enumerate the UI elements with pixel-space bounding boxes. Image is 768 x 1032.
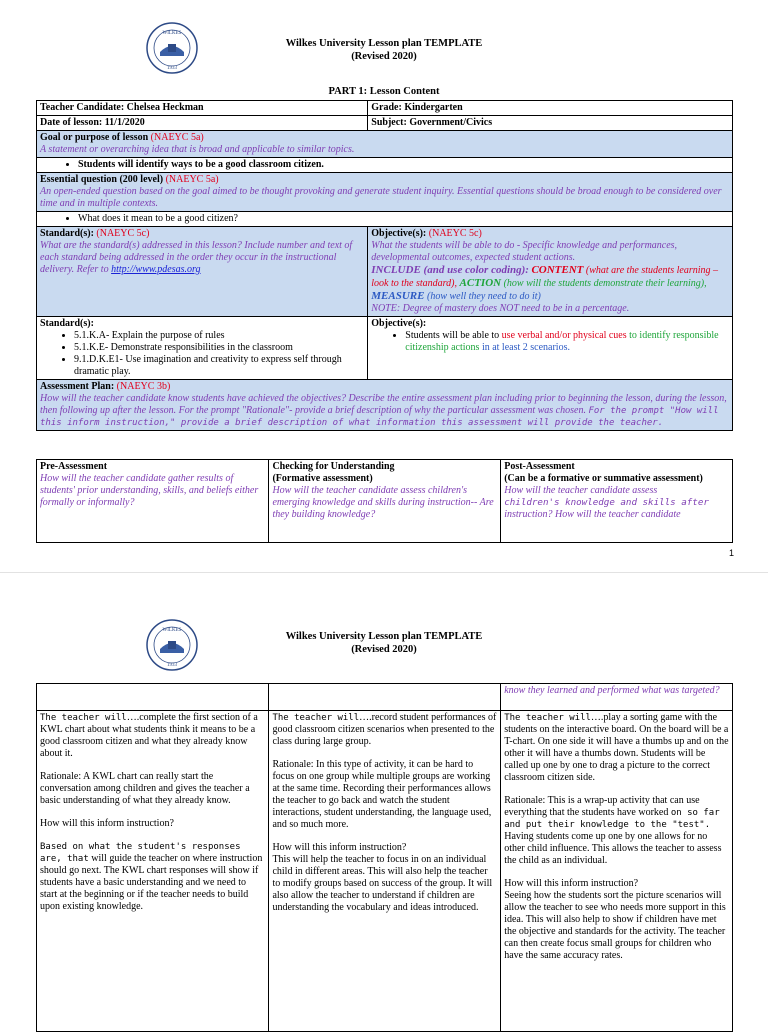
post-assessment-title: Post-Assessment xyxy=(504,461,575,472)
essential-answer-text: • What does it mean to be a good citizen? xyxy=(78,213,729,225)
assessment-content-row xyxy=(37,711,733,1032)
objectives-prompt-label: Objective(s): xyxy=(371,228,429,239)
action-label: ACTION xyxy=(459,277,502,289)
checking-subtitle: (Formative assessment) xyxy=(272,473,373,484)
assessment-label: Assessment Plan: xyxy=(40,381,117,392)
standard-item: • 5.1.K.A- Explain the purpose of rules xyxy=(74,330,364,342)
measure-note: (how well they need to do it) xyxy=(426,291,541,302)
page-number: 1 xyxy=(728,548,734,558)
checking-prompt: How will the teacher candidate assess children's emerging knowledge and skills during instruction-- Are they building knowledge? xyxy=(272,485,494,520)
pre-continued-cell xyxy=(37,684,269,711)
assessment-tag: (NAEYC 3b) xyxy=(116,381,171,392)
goal-label: Goal or purpose of lesson xyxy=(40,132,151,143)
check-continued-cell xyxy=(269,684,501,711)
check-lead: The teacher will xyxy=(272,713,360,723)
goal-header-row xyxy=(37,131,733,158)
lesson-content-table xyxy=(36,100,733,431)
standard-item: • 5.1.K.E- Demonstrate responsibilities in the classroom xyxy=(74,342,364,354)
page-2 xyxy=(0,572,768,1025)
post-text: ….play a sorting game with the students on the interactive board. On the board will be a T-chart. On one side it will have a thumbs up and on the other it will have a thumbs down. Students will be called up one by one to drag a picture to the correct classroom citizen side. xyxy=(504,712,729,783)
objectives-prompt-tag: (NAEYC 5c) xyxy=(428,228,482,239)
pre-lead: The teacher will xyxy=(40,713,127,723)
goal-header xyxy=(37,131,733,158)
pre-assessment-prompt: How will the teacher candidate gather results of students' prior understanding, skills, and beliefs either formally or informally? xyxy=(40,473,259,508)
assessment-prompt: How will the teacher candidate know students have achieved the objectives? Describe the entire assessment plan including prior to beginning the lesson, during the lesson, then following up after the lesson. For the prompt "Rationale"- provide a brief description of why the particular assessment was chosen. xyxy=(40,393,727,416)
assessment-header xyxy=(37,380,733,431)
assessment-columns-table xyxy=(36,459,733,543)
essential-header-row xyxy=(37,173,733,212)
checking-title: Checking for Understanding xyxy=(272,461,395,472)
post-rationale-end: Having students come up one by one allows for no other child influence. This allows the teacher to assess the child as an individual. xyxy=(504,831,722,866)
action-note: (how will the students demonstrate their learning), xyxy=(503,278,707,289)
content-note: (what are the students learning – look to the standard), xyxy=(371,265,719,289)
objectives-prompt xyxy=(368,227,733,317)
check-inform-answer: This will help the teacher to focus in on an individual child in different areas. This will also help the teacher to modify groups based on success of the group. It will also allow the teacher to understand if children are understanding the vocabulary and ideas introduced. xyxy=(272,854,493,913)
essential-label: Essential question (200 level) xyxy=(40,174,166,185)
pre-rationale: Rationale: A KWL chart can really start the conversation among children and gives the teacher a basic understanding of what they already know. xyxy=(40,771,250,806)
standards-prompt-label: Standard(s): xyxy=(40,228,97,239)
svg-text:WILKES: WILKES xyxy=(162,628,182,633)
pre-inform-answer: will guide the teacher on where instruction should go next. The KWL chart responses will show if students have a basic understanding and we need to start at the beginning or if the teacher needs to build upon existing knowledge. xyxy=(40,853,263,912)
post-inform-answer: Seeing how the students sort the picture scenarios will allow the teacher to see who needs more support in this idea. This will also help to show if children have met the objective and standards for the activity. The teacher can then create focus small groups for children who have the same accuracy rates. xyxy=(504,890,726,961)
essential-answer xyxy=(37,212,733,227)
objectives-label: Objective(s): xyxy=(371,318,427,329)
objective-action: to identify responsible citizenship actions xyxy=(405,330,719,353)
continued-prompt-row xyxy=(37,684,733,711)
post-continued-cell xyxy=(501,684,733,711)
essential-tag: (NAEYC 5a) xyxy=(165,174,219,185)
assessment-prompt-2: For the prompt "How will this inform instruction," provide a brief description of what information this assessment will provide the teacher. xyxy=(40,406,719,428)
pre-inform-hand: Based on what the student's responses are, that xyxy=(40,842,241,864)
post-rationale: Rationale: This is a wrap-up activity that can use everything that the students have worked xyxy=(504,795,700,818)
standard-item: • 9.1.D.K.E1- Use imagination and creativity to express self through dramatic play. xyxy=(74,354,364,378)
post-assessment-header xyxy=(501,460,733,543)
pre-text: ….complete the first section of a KWL chart about what students think it means to be a good classroom citizen and what they already know about it. xyxy=(40,712,258,759)
content-label: CONTENT xyxy=(531,264,584,276)
checking-understanding-content xyxy=(269,711,501,1032)
checking-understanding-header xyxy=(269,460,501,543)
pre-assessment-content xyxy=(37,711,269,1032)
goal-answer-row xyxy=(37,158,733,173)
check-inform-question: How will this inform instruction? xyxy=(272,842,407,853)
post-inform-question: How will this inform instruction? xyxy=(504,878,639,889)
info-row xyxy=(37,101,733,116)
post-assessment-prompt-hand: children's knowledge and skills after xyxy=(504,497,709,508)
essential-header xyxy=(37,173,733,212)
teacher-candidate: Teacher Candidate: Chelsea Heckman xyxy=(37,101,368,116)
standards-prompt-tag: (NAEYC 5c) xyxy=(96,228,150,239)
revised-text: (Revised 2020) xyxy=(351,51,417,62)
title-text: Wilkes University Lesson plan TEMPLATE xyxy=(285,38,483,49)
standards-prompt xyxy=(37,227,368,317)
post-rationale-hand: on so far and put their knowledge to the "test". xyxy=(504,808,720,830)
measure-label: MEASURE xyxy=(371,290,425,302)
post-assessment-prompt-end: instruction? How will the teacher candidate xyxy=(504,509,681,520)
objective-content: use verbal and/or physical cues xyxy=(501,330,627,341)
pre-assessment-header xyxy=(37,460,269,543)
goal-answer-text: • Students will identify ways to be a good classroom citizen. xyxy=(78,159,729,171)
document-title xyxy=(0,630,768,656)
assessment-continued-table xyxy=(36,683,733,1032)
standards-objectives-row xyxy=(37,317,733,380)
assessment-columns-row xyxy=(37,460,733,543)
objective-measure: in at least 2 scenarios. xyxy=(479,342,570,353)
pdesas-link[interactable]: http://www.pdesas.org xyxy=(111,264,201,275)
post-assessment-prompt: How will the teacher candidate assess xyxy=(504,485,658,496)
standards-list-cell xyxy=(37,317,368,380)
objectives-prompt-text: What the students will be able to do - Specific knowledge and performances, developmental outcomes, expected student actions. xyxy=(371,240,678,263)
standards-objectives-prompt-row xyxy=(37,227,733,317)
goal-answer xyxy=(37,158,733,173)
document-title xyxy=(0,37,768,63)
post-lead: The teacher will xyxy=(504,713,591,723)
standards-label: Standard(s): xyxy=(40,318,94,329)
include-label: INCLUDE (and use color coding): xyxy=(371,264,529,276)
mastery-note: NOTE: Degree of mastery does NOT need to be in a percentage. xyxy=(371,303,630,314)
objective-item xyxy=(405,330,729,354)
title-text: Wilkes University Lesson plan TEMPLATE xyxy=(285,631,483,642)
check-rationale: Rationale: In this type of activity, it can be hard to focus on one group while multiple groups are working at the same time. Recording their performances allows the teacher to go back and watch the student interactions, student understanding, the language used, and so much more. xyxy=(272,759,492,830)
essential-answer-row xyxy=(37,212,733,227)
pre-assessment-title: Pre-Assessment xyxy=(40,461,108,472)
info-row xyxy=(37,116,733,131)
revised-text: (Revised 2020) xyxy=(351,644,417,655)
post-continued-prompt: know they learned and performed what was targeted? xyxy=(504,685,720,696)
part-title: PART 1: Lesson Content xyxy=(328,86,440,97)
check-text: ….record student performances of good classroom citizen scenarios when presented to the class during large group. xyxy=(272,712,497,747)
date-of-lesson: Date of lesson: 11/1/2020 xyxy=(37,116,368,131)
standards-prompt-text: What are the standard(s) addressed in this lesson? Include number and text of each standard being addressed in the order they occur in the instructional delivery. Refer to xyxy=(40,240,353,275)
subject: Subject: Government/Civics xyxy=(368,116,733,131)
assessment-header-row xyxy=(37,380,733,431)
grade: Grade: Kindergarten xyxy=(368,101,733,116)
svg-text:1933: 1933 xyxy=(167,66,177,71)
svg-text:WILKES: WILKES xyxy=(162,31,182,36)
goal-prompt: A statement or overarching idea that is broad and applicable to similar topics. xyxy=(40,144,355,155)
goal-tag: (NAEYC 5a) xyxy=(150,132,204,143)
essential-prompt: An open-ended question based on the goal aimed to be thought provoking and generate student inquiry. Essential questions should be broad enough to be considered over time and in multiple contexts. xyxy=(40,186,722,209)
pre-inform-question: How will this inform instruction? xyxy=(40,818,174,829)
svg-text:1933: 1933 xyxy=(167,663,177,668)
objective-pre: Students will be able to xyxy=(405,330,502,341)
objectives-cell xyxy=(368,317,733,380)
post-assessment-subtitle: (Can be a formative or summative assessment) xyxy=(504,473,703,484)
post-assessment-content xyxy=(501,711,733,1032)
